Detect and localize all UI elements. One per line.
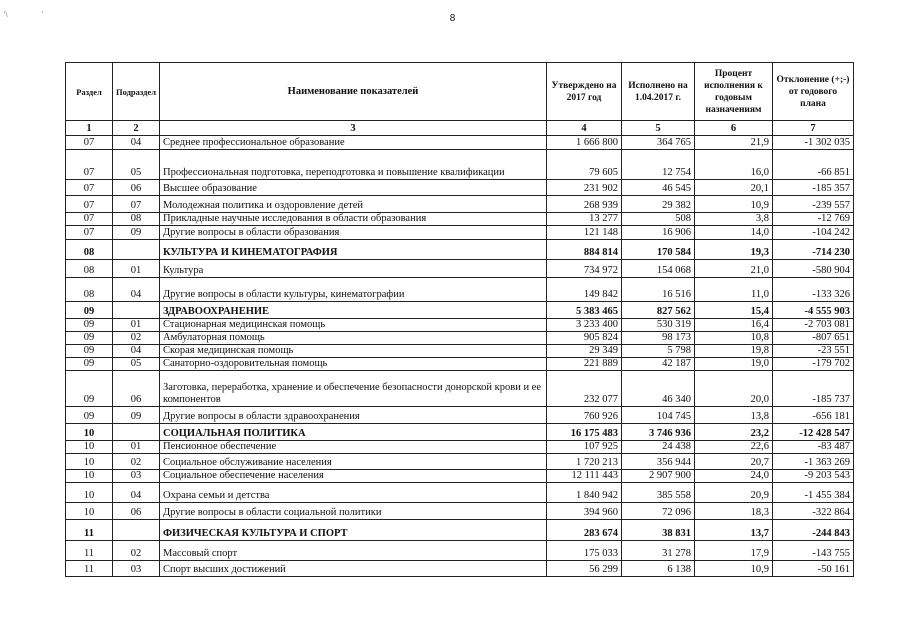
budget-execution-table	[65, 62, 854, 577]
table-row	[66, 371, 854, 407]
executed-cell: 24 438	[622, 441, 695, 454]
approved-cell: 12 111 443	[547, 470, 622, 483]
percent-cell: 20,9	[695, 483, 773, 503]
indicator-name-cell: Культура	[160, 260, 547, 278]
razdel-cell: 07	[66, 196, 113, 213]
percent-cell: 13,7	[695, 520, 773, 541]
razdel-cell: 08	[66, 260, 113, 278]
table-row	[66, 319, 854, 332]
table-row	[66, 441, 854, 454]
podrazdel-cell: 01	[113, 319, 160, 332]
percent-cell: 10,9	[695, 196, 773, 213]
header-approved: Утверждено на 2017 год	[547, 63, 622, 121]
podrazdel-cell: 02	[113, 332, 160, 345]
page-number: 8	[449, 13, 456, 24]
table-row	[66, 454, 854, 470]
column-number-row	[66, 121, 854, 136]
podrazdel-cell: 04	[113, 345, 160, 358]
razdel-cell: 10	[66, 441, 113, 454]
approved-cell: 13 277	[547, 213, 622, 226]
approved-cell: 1 666 800	[547, 136, 622, 150]
deviation-cell: -244 843	[773, 520, 854, 541]
podrazdel-cell: 06	[113, 503, 160, 520]
podrazdel-cell: 04	[113, 483, 160, 503]
indicator-name-cell: КУЛЬТУРА И КИНЕМАТОГРАФИЯ	[160, 240, 547, 260]
table-row	[66, 180, 854, 196]
approved-cell: 121 148	[547, 226, 622, 240]
header-podrazdel: Подраздел	[113, 63, 160, 121]
section-row	[66, 240, 854, 260]
percent-cell: 13,8	[695, 407, 773, 424]
executed-cell: 98 173	[622, 332, 695, 345]
approved-cell: 232 077	[547, 371, 622, 407]
approved-cell: 29 349	[547, 345, 622, 358]
percent-cell: 16,0	[695, 150, 773, 180]
razdel-cell: 11	[66, 561, 113, 577]
column-number: 5	[622, 121, 695, 136]
header-deviation: Отклонение (+;-) от годового плана	[773, 63, 854, 121]
percent-cell: 21,9	[695, 136, 773, 150]
podrazdel-cell: 02	[113, 454, 160, 470]
table-row	[66, 136, 854, 150]
indicator-name-cell: Заготовка, переработка, хранение и обеспечение безопасности донорской крови и ее компонентов	[160, 371, 547, 407]
razdel-cell: 09	[66, 345, 113, 358]
deviation-cell: -179 702	[773, 358, 854, 371]
razdel-cell: 07	[66, 213, 113, 226]
header-razdel: Раздел	[66, 63, 113, 121]
approved-cell: 905 824	[547, 332, 622, 345]
deviation-cell: -1 363 269	[773, 454, 854, 470]
table-row	[66, 260, 854, 278]
executed-cell: 16 516	[622, 278, 695, 302]
indicator-name-cell: Пенсионное обеспечение	[160, 441, 547, 454]
podrazdel-cell: 06	[113, 180, 160, 196]
podrazdel-cell	[113, 240, 160, 260]
executed-cell: 16 906	[622, 226, 695, 240]
table-body	[66, 136, 854, 577]
executed-cell: 38 831	[622, 520, 695, 541]
podrazdel-cell: 07	[113, 196, 160, 213]
approved-cell: 884 814	[547, 240, 622, 260]
table-row	[66, 226, 854, 240]
percent-cell: 10,9	[695, 561, 773, 577]
podrazdel-cell: 02	[113, 541, 160, 561]
indicator-name-cell: Высшее образование	[160, 180, 547, 196]
indicator-name-cell: Другие вопросы в области образования	[160, 226, 547, 240]
percent-cell: 19,8	[695, 345, 773, 358]
executed-cell: 29 382	[622, 196, 695, 213]
podrazdel-cell: 05	[113, 358, 160, 371]
indicator-name-cell: Другие вопросы в области культуры, кинематографии	[160, 278, 547, 302]
deviation-cell: -9 203 543	[773, 470, 854, 483]
column-number: 7	[773, 121, 854, 136]
table-row	[66, 196, 854, 213]
table-row	[66, 278, 854, 302]
percent-cell: 17,9	[695, 541, 773, 561]
executed-cell: 154 068	[622, 260, 695, 278]
deviation-cell: -185 737	[773, 371, 854, 407]
approved-cell: 221 889	[547, 358, 622, 371]
executed-cell: 31 278	[622, 541, 695, 561]
razdel-cell: 07	[66, 226, 113, 240]
podrazdel-cell: 04	[113, 136, 160, 150]
executed-cell: 104 745	[622, 407, 695, 424]
deviation-cell: -656 181	[773, 407, 854, 424]
indicator-name-cell: СОЦИАЛЬНАЯ ПОЛИТИКА	[160, 424, 547, 441]
approved-cell: 149 842	[547, 278, 622, 302]
column-number: 6	[695, 121, 773, 136]
percent-cell: 11,0	[695, 278, 773, 302]
deviation-cell: -83 487	[773, 441, 854, 454]
deviation-cell: -239 557	[773, 196, 854, 213]
executed-cell: 5 798	[622, 345, 695, 358]
executed-cell: 46 340	[622, 371, 695, 407]
table-row	[66, 541, 854, 561]
deviation-cell: -714 230	[773, 240, 854, 260]
indicator-name-cell: Охрана семьи и детства	[160, 483, 547, 503]
column-number: 1	[66, 121, 113, 136]
razdel-cell: 09	[66, 332, 113, 345]
executed-cell: 6 138	[622, 561, 695, 577]
section-row	[66, 520, 854, 541]
podrazdel-cell: 03	[113, 561, 160, 577]
podrazdel-cell: 09	[113, 226, 160, 240]
table-row	[66, 561, 854, 577]
deviation-cell: -143 755	[773, 541, 854, 561]
razdel-cell: 10	[66, 454, 113, 470]
indicator-name-cell: Санаторно-оздоровительная помощь	[160, 358, 547, 371]
percent-cell: 10,8	[695, 332, 773, 345]
razdel-cell: 07	[66, 150, 113, 180]
razdel-cell: 09	[66, 302, 113, 319]
percent-cell: 16,4	[695, 319, 773, 332]
deviation-cell: -133 326	[773, 278, 854, 302]
scan-mark-right: '	[42, 10, 44, 19]
podrazdel-cell	[113, 520, 160, 541]
deviation-cell: -322 864	[773, 503, 854, 520]
executed-cell: 72 096	[622, 503, 695, 520]
podrazdel-cell: 01	[113, 260, 160, 278]
deviation-cell: -12 428 547	[773, 424, 854, 441]
indicator-name-cell: Социальное обеспечение населения	[160, 470, 547, 483]
deviation-cell: -23 551	[773, 345, 854, 358]
indicator-name-cell: Молодежная политика и оздоровление детей	[160, 196, 547, 213]
scan-mark-left: '\	[4, 10, 8, 19]
deviation-cell: -104 242	[773, 226, 854, 240]
approved-cell: 79 605	[547, 150, 622, 180]
razdel-cell: 11	[66, 541, 113, 561]
indicator-name-cell: ФИЗИЧЕСКАЯ КУЛЬТУРА И СПОРТ	[160, 520, 547, 541]
header-row	[66, 63, 854, 121]
table-row	[66, 150, 854, 180]
percent-cell: 18,3	[695, 503, 773, 520]
podrazdel-cell: 09	[113, 407, 160, 424]
podrazdel-cell	[113, 424, 160, 441]
indicator-name-cell: Амбулаторная помощь	[160, 332, 547, 345]
executed-cell: 356 944	[622, 454, 695, 470]
deviation-cell: -2 703 081	[773, 319, 854, 332]
approved-cell: 231 902	[547, 180, 622, 196]
razdel-cell: 09	[66, 371, 113, 407]
percent-cell: 23,2	[695, 424, 773, 441]
razdel-cell: 10	[66, 470, 113, 483]
razdel-cell: 07	[66, 136, 113, 150]
percent-cell: 20,0	[695, 371, 773, 407]
deviation-cell: -185 357	[773, 180, 854, 196]
approved-cell: 268 939	[547, 196, 622, 213]
deviation-cell: -1 455 384	[773, 483, 854, 503]
indicator-name-cell: Массовый спорт	[160, 541, 547, 561]
percent-cell: 3,8	[695, 213, 773, 226]
column-number: 4	[547, 121, 622, 136]
deviation-cell: -1 302 035	[773, 136, 854, 150]
approved-cell: 107 925	[547, 441, 622, 454]
table-row	[66, 358, 854, 371]
deviation-cell: -50 161	[773, 561, 854, 577]
indicator-name-cell: Другие вопросы в области здравоохранения	[160, 407, 547, 424]
indicator-name-cell: Другие вопросы в области социальной политики	[160, 503, 547, 520]
podrazdel-cell: 01	[113, 441, 160, 454]
approved-cell: 3 233 400	[547, 319, 622, 332]
indicator-name-cell: Стационарная медицинская помощь	[160, 319, 547, 332]
approved-cell: 56 299	[547, 561, 622, 577]
table-row	[66, 332, 854, 345]
executed-cell: 170 584	[622, 240, 695, 260]
indicator-name-cell: Среднее профессиональное образование	[160, 136, 547, 150]
executed-cell: 827 562	[622, 302, 695, 319]
header-executed: Исполнено на 1.04.2017 г.	[622, 63, 695, 121]
executed-cell: 42 187	[622, 358, 695, 371]
razdel-cell: 07	[66, 180, 113, 196]
podrazdel-cell: 04	[113, 278, 160, 302]
percent-cell: 20,1	[695, 180, 773, 196]
section-row	[66, 424, 854, 441]
executed-cell: 530 319	[622, 319, 695, 332]
percent-cell: 21,0	[695, 260, 773, 278]
indicator-name-cell: Прикладные научные исследования в области образования	[160, 213, 547, 226]
approved-cell: 1 840 942	[547, 483, 622, 503]
percent-cell: 20,7	[695, 454, 773, 470]
executed-cell: 385 558	[622, 483, 695, 503]
deviation-cell: -4 555 903	[773, 302, 854, 319]
approved-cell: 760 926	[547, 407, 622, 424]
deviation-cell: -12 769	[773, 213, 854, 226]
percent-cell: 24,0	[695, 470, 773, 483]
executed-cell: 12 754	[622, 150, 695, 180]
percent-cell: 22,6	[695, 441, 773, 454]
executed-cell: 508	[622, 213, 695, 226]
table-row	[66, 345, 854, 358]
approved-cell: 394 960	[547, 503, 622, 520]
table-row	[66, 470, 854, 483]
table-row	[66, 483, 854, 503]
indicator-name-cell: Спорт высших достижений	[160, 561, 547, 577]
percent-cell: 15,4	[695, 302, 773, 319]
executed-cell: 3 746 936	[622, 424, 695, 441]
podrazdel-cell: 08	[113, 213, 160, 226]
header-percent: Процент исполнения к годовым назначениям	[695, 63, 773, 121]
table-row	[66, 503, 854, 520]
indicator-name-cell: Профессиональная подготовка, переподготовка и повышение квалификации	[160, 150, 547, 180]
razdel-cell: 10	[66, 483, 113, 503]
razdel-cell: 10	[66, 424, 113, 441]
executed-cell: 46 545	[622, 180, 695, 196]
indicator-name-cell: Скорая медицинская помощь	[160, 345, 547, 358]
column-number: 3	[160, 121, 547, 136]
indicator-name-cell: Социальное обслуживание населения	[160, 454, 547, 470]
indicator-name-cell: ЗДРАВООХРАНЕНИЕ	[160, 302, 547, 319]
approved-cell: 175 033	[547, 541, 622, 561]
podrazdel-cell: 06	[113, 371, 160, 407]
approved-cell: 1 720 213	[547, 454, 622, 470]
percent-cell: 14,0	[695, 226, 773, 240]
executed-cell: 364 765	[622, 136, 695, 150]
approved-cell: 734 972	[547, 260, 622, 278]
podrazdel-cell: 03	[113, 470, 160, 483]
header-indicator-name: Наименование показателей	[160, 63, 547, 121]
table-row	[66, 213, 854, 226]
podrazdel-cell: 05	[113, 150, 160, 180]
approved-cell: 283 674	[547, 520, 622, 541]
razdel-cell: 10	[66, 503, 113, 520]
approved-cell: 5 383 465	[547, 302, 622, 319]
percent-cell: 19,3	[695, 240, 773, 260]
table-row	[66, 407, 854, 424]
deviation-cell: -807 651	[773, 332, 854, 345]
podrazdel-cell	[113, 302, 160, 319]
razdel-cell: 09	[66, 407, 113, 424]
column-number: 2	[113, 121, 160, 136]
percent-cell: 19,0	[695, 358, 773, 371]
razdel-cell: 08	[66, 278, 113, 302]
razdel-cell: 11	[66, 520, 113, 541]
razdel-cell: 09	[66, 358, 113, 371]
razdel-cell: 08	[66, 240, 113, 260]
executed-cell: 2 907 900	[622, 470, 695, 483]
approved-cell: 16 175 483	[547, 424, 622, 441]
deviation-cell: -580 904	[773, 260, 854, 278]
deviation-cell: -66 851	[773, 150, 854, 180]
section-row	[66, 302, 854, 319]
razdel-cell: 09	[66, 319, 113, 332]
